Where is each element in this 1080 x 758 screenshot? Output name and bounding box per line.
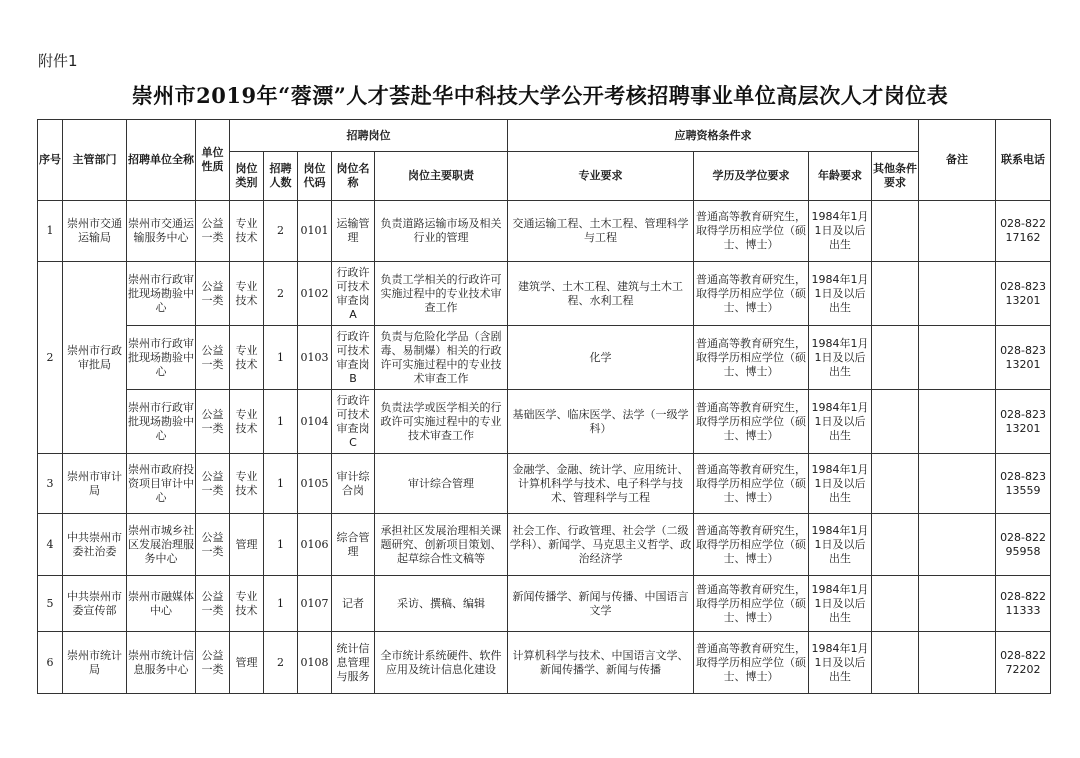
table-row xyxy=(38,390,1051,454)
cell-pos-code: 0101 xyxy=(298,201,332,262)
cell-pos-code: 0103 xyxy=(298,326,332,390)
cell-remark xyxy=(919,201,996,262)
cell-unit: 崇州市城乡社区发展治理服务中心 xyxy=(127,514,196,576)
cell-pos-count: 1 xyxy=(264,326,298,390)
cell-education: 普通高等教育研究生，取得学历相应学位（硕士、博士） xyxy=(694,454,809,514)
cell-unit: 崇州市行政审批现场勘验中心 xyxy=(127,390,196,454)
cell-pos-type: 管理 xyxy=(230,514,264,576)
cell-other xyxy=(872,514,919,576)
cell-nature: 公益一类 xyxy=(196,514,230,576)
cell-phone: 028-82295958 xyxy=(996,514,1051,576)
cell-pos-name: 行政许可技术审查岗B xyxy=(332,326,375,390)
table-row xyxy=(38,632,1051,694)
cell-pos-name: 行政许可技术审查岗A xyxy=(332,262,375,326)
positions-table xyxy=(37,119,1051,694)
cell-seq: 4 xyxy=(38,514,63,576)
cell-remark xyxy=(919,390,996,454)
table-row xyxy=(38,514,1051,576)
header-pos-type: 岗位类别 xyxy=(230,152,264,201)
cell-pos-code: 0102 xyxy=(298,262,332,326)
cell-phone: 028-82217162 xyxy=(996,201,1051,262)
cell-remark xyxy=(919,454,996,514)
cell-major: 社会工作、行政管理、社会学（二级学科）、新闻学、马克思主义哲学、政治经济学 xyxy=(508,514,694,576)
cell-pos-duty: 全市统计系统硬件、软件应用及统计信息化建设 xyxy=(375,632,508,694)
header-group-position: 招聘岗位 xyxy=(230,120,508,152)
cell-major: 建筑学、土木工程、建筑与土木工程、水利工程 xyxy=(508,262,694,326)
cell-pos-count: 2 xyxy=(264,632,298,694)
cell-pos-duty: 负责与危险化学品（含剧毒、易制爆）相关的行政许可实施过程中的专业技术审查工作 xyxy=(375,326,508,390)
table-row xyxy=(38,454,1051,514)
cell-age: 1984年1月1日及以后出生 xyxy=(809,390,872,454)
cell-unit: 崇州市统计信息服务中心 xyxy=(127,632,196,694)
cell-pos-type: 专业技术 xyxy=(230,201,264,262)
cell-pos-type: 专业技术 xyxy=(230,454,264,514)
cell-dept: 崇州市审计局 xyxy=(63,454,127,514)
cell-pos-count: 1 xyxy=(264,454,298,514)
header-pos-duty: 岗位主要职责 xyxy=(375,152,508,201)
cell-age: 1984年1月1日及以后出生 xyxy=(809,201,872,262)
cell-seq: 1 xyxy=(38,201,63,262)
cell-dept: 中共崇州市委宣传部 xyxy=(63,576,127,632)
cell-pos-name: 运输管理 xyxy=(332,201,375,262)
cell-seq: 2 xyxy=(38,262,63,454)
cell-age: 1984年1月1日及以后出生 xyxy=(809,576,872,632)
cell-remark xyxy=(919,632,996,694)
cell-major: 计算机科学与技术、中国语言文学、新闻传播学、新闻与传播 xyxy=(508,632,694,694)
header-major: 专业要求 xyxy=(508,152,694,201)
cell-major: 基础医学、临床医学、法学（一级学科） xyxy=(508,390,694,454)
cell-pos-code: 0106 xyxy=(298,514,332,576)
header-phone: 联系电话 xyxy=(996,120,1051,201)
cell-phone: 028-82211333 xyxy=(996,576,1051,632)
cell-education: 普通高等教育研究生，取得学历相应学位（硕士、博士） xyxy=(694,514,809,576)
cell-nature: 公益一类 xyxy=(196,576,230,632)
cell-nature: 公益一类 xyxy=(196,326,230,390)
attachment-label: 附件1 xyxy=(38,52,78,70)
cell-pos-duty: 承担社区发展治理相关课题研究、创新项目策划、起草综合性文稿等 xyxy=(375,514,508,576)
table-row xyxy=(38,262,1051,326)
cell-pos-duty: 采访、撰稿、编辑 xyxy=(375,576,508,632)
cell-other xyxy=(872,576,919,632)
cell-other xyxy=(872,326,919,390)
cell-unit: 崇州市行政审批现场勘验中心 xyxy=(127,262,196,326)
cell-education: 普通高等教育研究生，取得学历相应学位（硕士、博士） xyxy=(694,201,809,262)
cell-education: 普通高等教育研究生，取得学历相应学位（硕士、博士） xyxy=(694,262,809,326)
cell-nature: 公益一类 xyxy=(196,632,230,694)
table-row xyxy=(38,576,1051,632)
cell-phone: 028-82272202 xyxy=(996,632,1051,694)
cell-pos-code: 0107 xyxy=(298,576,332,632)
cell-remark xyxy=(919,262,996,326)
cell-pos-duty: 审计综合管理 xyxy=(375,454,508,514)
cell-unit: 崇州市交通运输服务中心 xyxy=(127,201,196,262)
header-unit: 招聘单位全称 xyxy=(127,120,196,201)
cell-pos-name: 统计信息管理与服务 xyxy=(332,632,375,694)
table-body xyxy=(38,201,1051,694)
cell-other xyxy=(872,632,919,694)
cell-phone: 028-82313201 xyxy=(996,390,1051,454)
cell-major: 交通运输工程、土木工程、管理科学与工程 xyxy=(508,201,694,262)
cell-other xyxy=(872,201,919,262)
header-pos-count: 招聘人数 xyxy=(264,152,298,201)
header-seq: 序号 xyxy=(38,120,63,201)
cell-pos-count: 1 xyxy=(264,390,298,454)
header-nature: 单位性质 xyxy=(196,120,230,201)
cell-education: 普通高等教育研究生，取得学历相应学位（硕士、博士） xyxy=(694,390,809,454)
cell-education: 普通高等教育研究生，取得学历相应学位（硕士、博士） xyxy=(694,632,809,694)
cell-age: 1984年1月1日及以后出生 xyxy=(809,326,872,390)
cell-unit: 崇州市行政审批现场勘验中心 xyxy=(127,326,196,390)
cell-pos-type: 专业技术 xyxy=(230,576,264,632)
cell-pos-type: 管理 xyxy=(230,632,264,694)
cell-unit: 崇州市政府投资项目审计中心 xyxy=(127,454,196,514)
cell-major: 化学 xyxy=(508,326,694,390)
cell-age: 1984年1月1日及以后出生 xyxy=(809,262,872,326)
header-pos-name: 岗位名称 xyxy=(332,152,375,201)
header-education: 学历及学位要求 xyxy=(694,152,809,201)
cell-major: 新闻传播学、新闻与传播、中国语言文学 xyxy=(508,576,694,632)
cell-dept: 中共崇州市委社治委 xyxy=(63,514,127,576)
cell-remark xyxy=(919,514,996,576)
cell-other xyxy=(872,262,919,326)
header-pos-code: 岗位代码 xyxy=(298,152,332,201)
cell-age: 1984年1月1日及以后出生 xyxy=(809,632,872,694)
cell-phone: 028-82313559 xyxy=(996,454,1051,514)
cell-nature: 公益一类 xyxy=(196,201,230,262)
cell-remark xyxy=(919,576,996,632)
cell-phone: 028-82313201 xyxy=(996,262,1051,326)
header-group-qualification: 应聘资格条件求 xyxy=(508,120,919,152)
table-header xyxy=(38,120,1051,201)
cell-pos-type: 专业技术 xyxy=(230,326,264,390)
cell-education: 普通高等教育研究生，取得学历相应学位（硕士、博士） xyxy=(694,576,809,632)
cell-pos-code: 0104 xyxy=(298,390,332,454)
cell-pos-duty: 负责法学或医学相关的行政许可实施过程中的专业技术审查工作 xyxy=(375,390,508,454)
cell-age: 1984年1月1日及以后出生 xyxy=(809,454,872,514)
cell-nature: 公益一类 xyxy=(196,390,230,454)
cell-pos-count: 2 xyxy=(264,201,298,262)
cell-pos-duty: 负责工学相关的行政许可实施过程中的专业技术审查工作 xyxy=(375,262,508,326)
document-title: 崇州市2019年“蓉漂”人才荟赴华中科技大学公开考核招聘事业单位高层次人才岗位表 xyxy=(131,83,949,108)
cell-pos-count: 2 xyxy=(264,262,298,326)
cell-age: 1984年1月1日及以后出生 xyxy=(809,514,872,576)
cell-dept: 崇州市统计局 xyxy=(63,632,127,694)
cell-education: 普通高等教育研究生，取得学历相应学位（硕士、博士） xyxy=(694,326,809,390)
cell-remark xyxy=(919,326,996,390)
cell-dept: 崇州市行政审批局 xyxy=(63,262,127,454)
cell-pos-name: 行政许可技术审查岗C xyxy=(332,390,375,454)
header-other: 其他条件要求 xyxy=(872,152,919,201)
cell-pos-duty: 负责道路运输市场及相关行业的管理 xyxy=(375,201,508,262)
cell-pos-type: 专业技术 xyxy=(230,262,264,326)
cell-nature: 公益一类 xyxy=(196,454,230,514)
cell-pos-code: 0105 xyxy=(298,454,332,514)
table-row xyxy=(38,201,1051,262)
header-dept: 主管部门 xyxy=(63,120,127,201)
cell-seq: 6 xyxy=(38,632,63,694)
cell-pos-type: 专业技术 xyxy=(230,390,264,454)
cell-pos-name: 综合管理 xyxy=(332,514,375,576)
header-remark: 备注 xyxy=(919,120,996,201)
cell-pos-code: 0108 xyxy=(298,632,332,694)
table-row xyxy=(38,326,1051,390)
cell-seq: 5 xyxy=(38,576,63,632)
cell-other xyxy=(872,390,919,454)
cell-pos-name: 记者 xyxy=(332,576,375,632)
cell-pos-count: 1 xyxy=(264,514,298,576)
cell-nature: 公益一类 xyxy=(196,262,230,326)
header-age: 年龄要求 xyxy=(809,152,872,201)
cell-dept: 崇州市交通运输局 xyxy=(63,201,127,262)
cell-pos-name: 审计综合岗 xyxy=(332,454,375,514)
cell-other xyxy=(872,454,919,514)
cell-major: 金融学、金融、统计学、应用统计、计算机科学与技术、电子科学与技术、管理科学与工程 xyxy=(508,454,694,514)
cell-seq: 3 xyxy=(38,454,63,514)
cell-pos-count: 1 xyxy=(264,576,298,632)
cell-unit: 崇州市融媒体中心 xyxy=(127,576,196,632)
cell-phone: 028-82313201 xyxy=(996,326,1051,390)
